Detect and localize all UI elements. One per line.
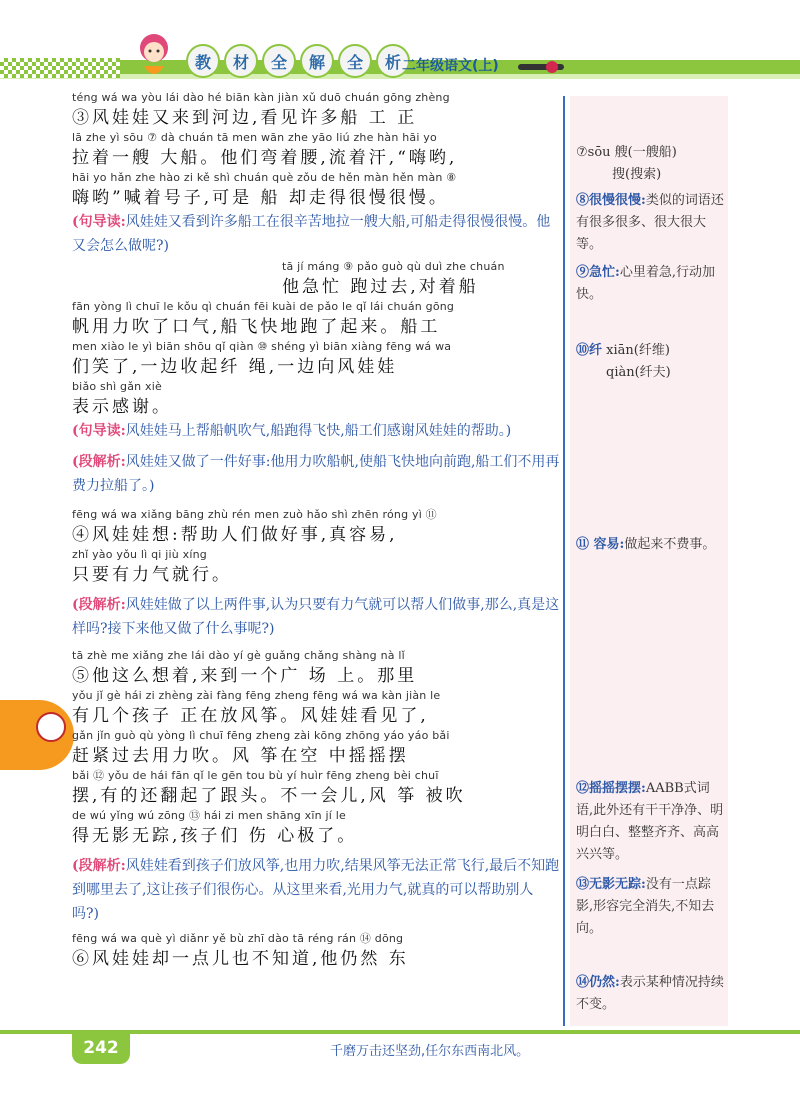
pinyin-line: tā jí máng ⑨ pǎo guò qù duì zhe chuán	[282, 260, 505, 273]
footer-motto: 千磨万击还坚劲,任尔东西南北风。	[330, 1044, 530, 1059]
pinyin-line: tā zhè me xiǎng zhe lái dào yí gè guǎng chǎng shàng nà lǐ	[72, 649, 405, 662]
pinyin-line: gǎn jǐn guò qù yòng lì chuī fēng zheng zài kōng zhōng yáo yáo bǎi	[72, 729, 450, 742]
note-10-b: qiàn(纤夫)	[606, 365, 671, 380]
note-10-a: xiān(纤维)	[606, 343, 670, 358]
analysis-text: 风娃娃看到孩子们放风筝,也用力吹,结果风筝无法正常飞行,最后不知跑到哪里去了,这让孩子们很伤心。从这里来看,光用力气,就真的可以帮助别人吗?)	[72, 858, 560, 922]
text-line: ⑥风娃娃却一点儿也不知道,他仍然 东	[72, 949, 409, 969]
title-char: 全	[262, 44, 296, 78]
note-9-text: 心里着急,行动加快。	[576, 265, 715, 302]
text-line: 拉着一艘 大船。他们弯着腰,流着汗,“嗨哟,	[72, 148, 458, 168]
note-7	[576, 142, 726, 186]
text-line: 帆用力吹了口气,船飞快地跑了起来。船工	[72, 317, 441, 337]
analysis-text: 风娃娃又做了一件好事:他用力吹船帆,使船飞快地向前跑,船工们不用再费力拉船了。)	[72, 454, 560, 494]
analysis-text: 风娃娃做了以上两件事,认为只要有力气就可以帮人们做事,那么,真是这样吗?接下来他又做了什么事呢?)	[72, 597, 560, 637]
text-line: ⑤他这么想着,来到一个广 场 上。那里	[72, 666, 418, 686]
text-line: 有几个孩子 正在放风筝。风娃娃看见了,	[72, 706, 429, 726]
page-number: 242	[72, 1034, 130, 1064]
text-line: 摆,有的还翻起了跟头。不一会儿,风 筝 被吹	[72, 786, 466, 806]
title-char: 材	[224, 44, 258, 78]
analysis-label: (段解析:	[72, 597, 126, 613]
note-13-label: ⑬无影无踪:	[576, 877, 646, 892]
paragraph-analysis	[72, 854, 560, 927]
mascot-icon	[130, 30, 178, 82]
note-12-text: AABB式词语,此外还有干干净净、明明白白、整整齐齐、高高兴兴等。	[576, 781, 724, 862]
note-10	[576, 340, 726, 384]
note-10-head: ⑩纤	[576, 343, 603, 358]
note-11	[576, 534, 726, 556]
text-line: 得无影无踪,孩子们 伤 心极了。	[72, 826, 358, 846]
note-9	[576, 262, 726, 306]
pinyin-line: fēng wá wa què yì diǎnr yě bù zhī dào tā réng rán ⑭ dōng	[72, 932, 404, 945]
text-line: 赶紧过去用力吹。风 筝在空 中摇摇摆	[72, 746, 409, 766]
note-14-text: 表示某种情况持续不变。	[576, 975, 724, 1012]
title-char: 教	[186, 44, 220, 78]
note-12	[576, 778, 726, 866]
pinyin-line: men xiào le yì biān shōu qǐ qiàn ⑩ shéng yì biān xiàng fēng wá wa	[72, 340, 452, 353]
text-line: ④风娃娃想:帮助人们做好事,真容易,	[72, 525, 398, 545]
pinyin-line: fān yòng lì chuī le kǒu qì chuán fēi kuài de pǎo le qǐ lái chuán gōng	[72, 300, 455, 313]
text-line: 只要有力气就行。	[72, 565, 232, 585]
pinyin-line: lā zhe yì sōu ⑦ dà chuán tā men wān zhe yāo liú zhe hàn hāi yo	[72, 131, 437, 144]
pinyin-line: de wú yǐng wú zōng ⑬ hái zi men shāng xīn jí le	[72, 809, 346, 822]
note-9-label: ⑨急忙:	[576, 265, 620, 280]
note-8-text: 类似的词语还有很多很多、很大很大等。	[576, 193, 724, 252]
title-char: 全	[338, 44, 372, 78]
text-line: ③风娃娃又来到河边,看见许多船 工 正	[72, 108, 418, 128]
sentence-guide	[72, 419, 560, 444]
pencil-tip-icon	[546, 61, 558, 73]
main-text	[72, 90, 560, 971]
guide-text: 风娃娃又看到许多船工在很辛苦地拉一艘大船,可船走得很慢很慢。他又会怎么做呢?)	[72, 214, 551, 254]
note-8-label: ⑧很慢很慢:	[576, 193, 646, 208]
pinyin-line: biǎo shì gǎn xiè	[72, 380, 162, 393]
header-checker-pattern	[0, 58, 120, 78]
analysis-label: (段解析:	[72, 858, 126, 874]
column-divider	[563, 96, 565, 1026]
pinyin-line: fēng wá wa xiǎng bāng zhù rén men zuò hǎo shì zhēn róng yì ⑪	[72, 508, 437, 521]
pinyin-line: hāi yo hǎn zhe hào zi kě shì chuán què zǒu de hěn màn hěn màn ⑧	[72, 171, 457, 184]
note-13	[576, 874, 726, 940]
text-line: 们笑了,一边收起纤 绳,一边向风娃娃	[72, 357, 398, 377]
book-title	[186, 44, 410, 78]
guide-label: (句导读:	[72, 423, 126, 439]
note-7-b: 搜(搜索)	[612, 167, 662, 182]
title-char: 析	[376, 44, 410, 78]
pinyin-line: bǎi ⑫ yǒu de hái fān qǐ le gēn tou bù yí huìr fēng zheng bèi chuī	[72, 769, 439, 782]
face-icon	[36, 712, 66, 742]
paragraph-analysis	[72, 593, 560, 642]
note-7-a: 艘(一艘船)	[614, 145, 677, 160]
sentence-guide	[72, 210, 560, 259]
note-12-label: ⑫摇摇摆摆:	[576, 781, 646, 796]
text-line: 嗨哟”喊着号子,可是 船 却走得很慢很慢。	[72, 188, 449, 208]
note-8	[576, 190, 726, 256]
note-11-label: ⑪ 容易:	[576, 537, 625, 552]
title-char: 解	[300, 44, 334, 78]
note-14	[576, 972, 726, 1016]
grade-label: 二年级语文(上)	[402, 58, 499, 74]
paragraph-analysis	[72, 450, 560, 499]
guide-label: (句导读:	[72, 214, 126, 230]
analysis-label: (段解析:	[72, 454, 126, 470]
pinyin-line: zhǐ yào yǒu lì qi jiù xíng	[72, 548, 207, 561]
text-line: 表示感谢。	[72, 397, 172, 417]
note-11-text: 做起来不费事。	[624, 537, 716, 552]
text-line: 他急忙 跑过去,对着船	[282, 277, 479, 297]
note-7-head: ⑦sōu	[576, 145, 611, 160]
note-14-label: ⑭仍然:	[576, 975, 620, 990]
guide-text: 风娃娃马上帮船帆吹气,船跑得飞快,船工们感谢风娃娃的帮助。)	[125, 423, 512, 439]
note-13-text: 没有一点踪影,形容完全消失,不知去向。	[576, 877, 715, 936]
pinyin-line: yǒu jǐ gè hái zi zhèng zài fàng fēng zheng fēng wá wa kàn jiàn le	[72, 689, 441, 702]
pinyin-line: téng wá wa yòu lái dào hé biān kàn jiàn xǔ duō chuán gōng zhèng	[72, 91, 450, 104]
